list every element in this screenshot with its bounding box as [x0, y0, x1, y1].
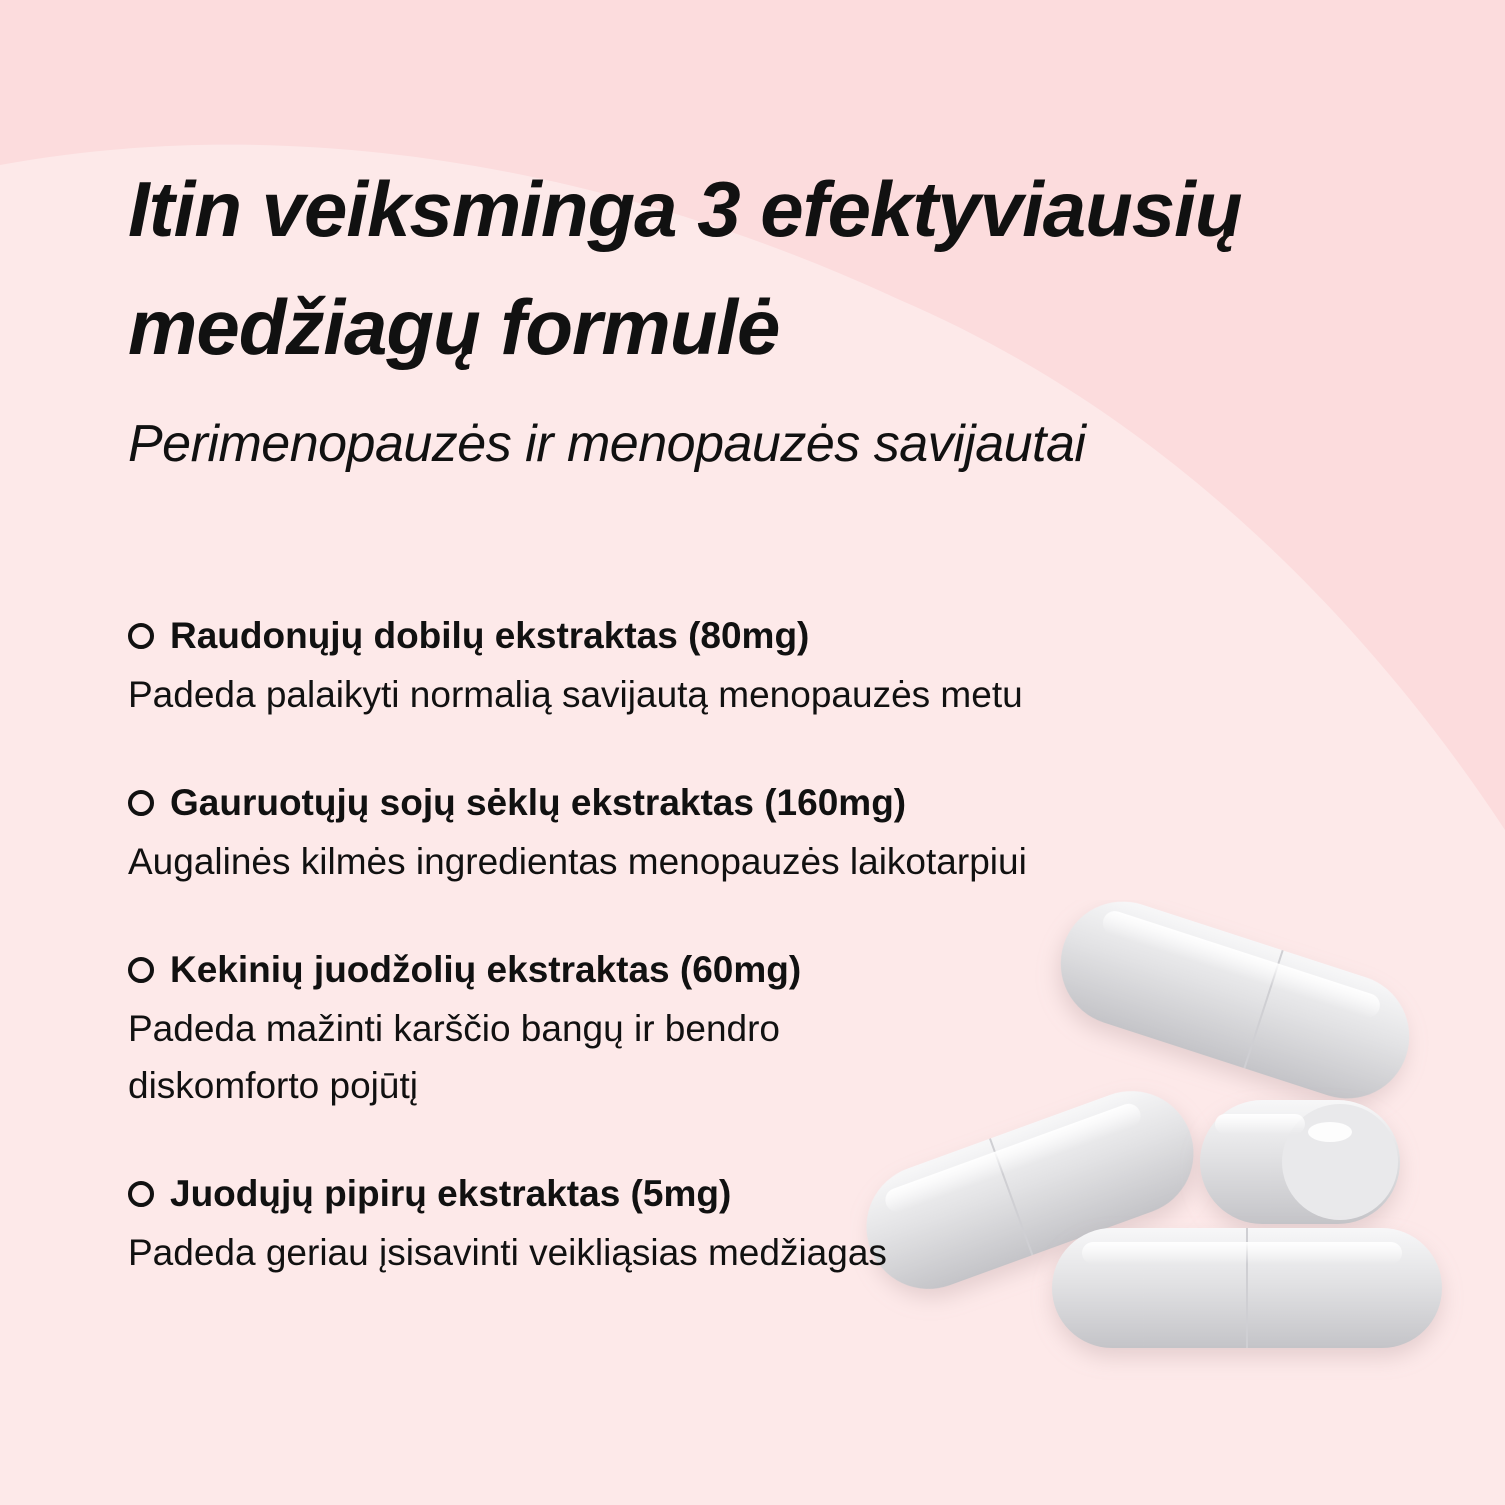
ingredient-description: Padeda geriau įsisavinti veikliąsias medžiagas: [128, 1232, 887, 1273]
circle-outline-icon: [128, 957, 154, 983]
subtitle: Perimenopauzės ir menopauzės savijautai: [128, 415, 1086, 473]
headline-line-2: medžiagų formulė: [128, 283, 780, 371]
header-block: [128, 150, 1428, 474]
list-item: [128, 612, 1128, 723]
ingredient-title: Raudonųjų dobilų ekstraktas (80mg): [170, 615, 810, 656]
capsule: [1200, 1100, 1400, 1224]
ingredient-description: Padeda mažinti karščio bangų ir bendro diskomforto pojūtį: [128, 1008, 780, 1106]
ingredient-title: Kekinių juodžolių ekstraktas (60mg): [170, 949, 802, 990]
headline: [128, 150, 1428, 386]
headline-line-1: Itin veiksminga 3 efektyviausių: [128, 165, 1242, 253]
circle-outline-icon: [128, 623, 154, 649]
circle-outline-icon: [128, 1181, 154, 1207]
ingredient-title: Juodųjų pipirų ekstraktas (5mg): [170, 1173, 732, 1214]
list-item: [128, 946, 1128, 1114]
list-item: [128, 779, 1128, 890]
ingredient-list: [128, 612, 1128, 1337]
ingredient-description: Augalinės kilmės ingredientas menopauzės laikotarpiui: [128, 841, 1027, 882]
ingredient-title: Gauruotųjų sojų sėklų ekstraktas (160mg): [170, 782, 907, 823]
ingredient-description: Padeda palaikyti normalią savijautą menopauzės metu: [128, 674, 1023, 715]
list-item: [128, 1170, 1128, 1281]
circle-outline-icon: [128, 790, 154, 816]
